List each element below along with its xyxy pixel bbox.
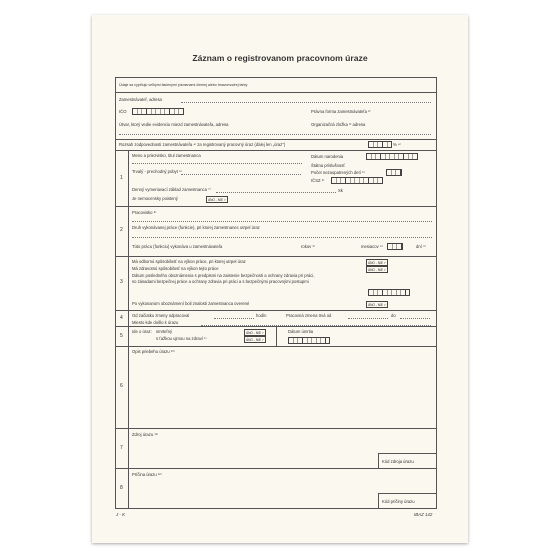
section-1 — [116, 150, 436, 207]
footer-left: J - K — [116, 512, 126, 517]
fatal-yes-no[interactable]: ÁNO - NIE ¹⁾ — [246, 330, 264, 335]
section-number: 8 — [120, 485, 123, 491]
qualification-question: Má odbornú spôsobilosť na výkon práce, pri ktorej utrpel úraz — [132, 259, 246, 264]
ico-label: IČO — [119, 109, 127, 114]
serious-yes-no[interactable]: ÁNO - NIE ¹⁾ — [246, 337, 264, 342]
shift-to-field[interactable] — [400, 318, 430, 319]
divider — [128, 151, 129, 207]
wage-label: Denný vymeriavací základ zamestnanca ⁷⁾ — [132, 187, 211, 192]
training-question: Dátum posledného oboznámenia s predpismi na zaistenie bezpečnosti a ochrany zdravia pri práci, — [132, 273, 315, 278]
divider — [116, 139, 436, 140]
divider — [378, 493, 436, 494]
divider — [378, 453, 436, 454]
share-field[interactable] — [368, 141, 392, 148]
cause-label: Príčina úrazu ¹²⁾ — [132, 472, 162, 477]
verified-yes-no[interactable]: ÁNO - NIE ¹⁾ — [368, 302, 386, 307]
birth-label: Dátum narodenia — [311, 154, 344, 159]
workplace-label: Pracovisko ⁸⁾ — [132, 210, 157, 215]
name-label: Meno a priezvisko, titul zamestnanca — [132, 153, 201, 158]
injury-type-label: Ide o úraz: — [132, 329, 152, 334]
hours-label: hodín — [256, 313, 267, 318]
divider — [128, 429, 129, 469]
share-label: Rozsah zodpovednosti zamestnávateľa ⁴⁾ za registrovaný pracovný úraz (ďalej len „úraz") — [119, 142, 286, 147]
residence-label: Trvalý - prechodný pobyt ⁵⁾ — [132, 169, 182, 174]
section-number: 5 — [120, 333, 123, 339]
death-date-field[interactable] — [288, 337, 330, 344]
shift-from-field[interactable] — [348, 318, 388, 319]
days-label: dní ⁹⁾ — [416, 244, 426, 249]
divider — [128, 469, 129, 509]
insured-yes-no[interactable]: ÁNO - NIE ¹⁾ — [208, 197, 226, 202]
death-date-label: Dátum úmrtia — [288, 329, 314, 334]
workplace-field[interactable] — [132, 221, 432, 222]
section-number: 4 — [120, 315, 123, 321]
section-3 — [116, 256, 436, 311]
divider — [378, 453, 379, 469]
employer-name-field[interactable] — [181, 102, 431, 103]
icsz-label: IČSZ ⁶⁾ — [311, 178, 325, 183]
training-question-cont: so zásadami bezpečnej práce a ochrany zdravia pri práci a s bezpečnými pracovnými postupmi — [132, 279, 309, 284]
birth-field[interactable] — [366, 153, 418, 160]
children-label: Počet nezaopatrených detí ⁶⁾ — [311, 170, 365, 175]
children-field[interactable] — [386, 169, 402, 176]
work-type-field[interactable] — [132, 237, 432, 238]
months-label: mesiacov ⁹⁾ — [361, 244, 383, 249]
shift-to-label: do — [391, 313, 396, 318]
percent-label: % ⁴⁾ — [393, 142, 401, 147]
section-6 — [116, 346, 436, 429]
divider — [128, 347, 129, 429]
section-4 — [116, 310, 436, 327]
residence-field[interactable] — [181, 174, 301, 175]
divider — [276, 327, 277, 347]
employer-name-label: Zamestnávateľ, adresa — [119, 97, 162, 102]
days-field[interactable] — [387, 243, 403, 250]
form-page — [92, 15, 468, 543]
duration-label: Túto prácu (funkciu) vykonáva u zamestnávateľa — [132, 244, 223, 249]
cause-code-label: Kód príčiny úrazu — [382, 499, 415, 504]
work-type-label: Druh vykonávanej práce (funkcie), pri ktorej zamestnanec utrpel úraz — [132, 225, 260, 230]
divider — [378, 493, 379, 509]
footer-right: IBAZ 142 — [414, 512, 433, 517]
sk-label: Sk — [338, 188, 343, 193]
section-8 — [116, 468, 436, 509]
worked-hours-field[interactable] — [214, 318, 254, 319]
section-number: 3 — [120, 279, 123, 285]
shift-label: Pracovná zmena trvá od — [286, 313, 332, 318]
legal-form-label: Právna forma zamestnávateľa ²⁾ — [311, 109, 371, 114]
years-label: rokov ⁹⁾ — [301, 244, 316, 249]
org-unit-label: Organizačná zložka ³⁾ adresa — [311, 122, 366, 127]
health-yes-no[interactable]: ÁNO - NIE ¹⁾ — [368, 267, 386, 272]
citizenship-label: Štátna príslušnosť — [311, 163, 345, 168]
section-5 — [116, 326, 436, 347]
description-field[interactable] — [130, 356, 430, 426]
section-7 — [116, 428, 436, 469]
icsz-field[interactable] — [331, 177, 383, 184]
divider — [128, 311, 129, 327]
section-number: 1 — [120, 175, 123, 181]
header-note: Údaje sa vyplňujú veľkými tlačenými písmenami čiernej alebo tmavomodrej farby — [119, 83, 248, 87]
unit-field[interactable] — [119, 134, 431, 135]
health-question: Má zdravotnú spôsobilosť na výkon tejto práce — [132, 266, 219, 271]
qualification-yes-no[interactable]: ÁNO - NIE ¹⁾ — [368, 260, 386, 265]
page-title: Záznam o registrovanom pracovnom úraze — [192, 53, 368, 63]
insured-label: Je nemocensky poistený — [132, 196, 178, 201]
divider — [128, 327, 129, 347]
wage-field[interactable] — [216, 192, 336, 193]
section-number: 6 — [120, 383, 123, 389]
section-number: 7 — [120, 445, 123, 451]
source-label: Zdroj úrazu ¹¹⁾ — [132, 432, 159, 437]
unit-label: Útvar, ktorý vedie evidenciu miezd zamestnávateľa, adresa — [119, 122, 229, 127]
section-number: 2 — [120, 227, 123, 233]
divider — [128, 257, 129, 311]
worked-hours-label: Od začiatku zmeny odpracoval — [132, 313, 190, 318]
place-label: Miesto kde došlo k úrazu — [132, 320, 179, 325]
fatal-label: smrteľný — [156, 329, 173, 334]
verified-question: Po vykonanom oboznámení boli znalosti zamestnanca overené — [132, 301, 250, 306]
employer-block — [116, 92, 436, 151]
section-2 — [116, 206, 436, 257]
training-date-field[interactable] — [368, 289, 410, 296]
accident-form — [115, 77, 437, 509]
ico-field[interactable] — [132, 108, 184, 115]
serious-label: s ťažkou ujmou na zdraví ¹⁾ — [156, 336, 207, 341]
description-label: Opis priebehu úrazu ¹⁰⁾ — [132, 349, 175, 354]
source-code-label: Kód zdroja úrazu — [382, 459, 414, 464]
name-field[interactable] — [132, 163, 302, 164]
divider — [128, 207, 129, 257]
